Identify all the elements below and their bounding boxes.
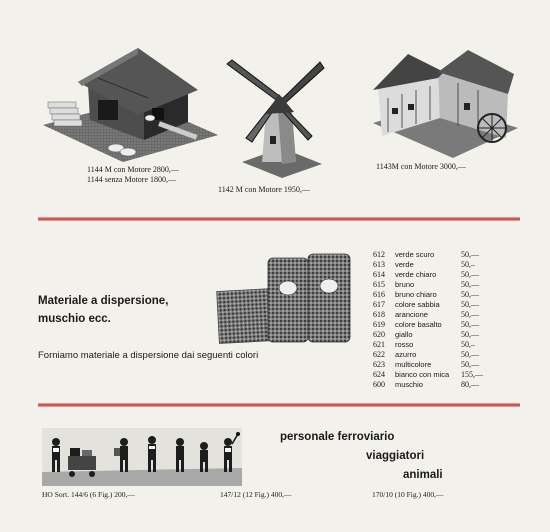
price-list-price: 80,— <box>461 380 479 389</box>
price-list-name: multicolore <box>395 360 432 369</box>
sawmill-caption <box>87 165 179 185</box>
figures-illustration <box>42 428 242 486</box>
figures-caption-1: HO Sort. 144/6 (6 Fig.) 200,— <box>42 490 135 499</box>
price-list-row <box>373 340 513 350</box>
price-list-code: 614 <box>373 270 385 279</box>
price-list-name: muschio <box>395 380 423 389</box>
watermill-illustration <box>368 48 520 160</box>
price-list-code: 620 <box>373 330 385 339</box>
price-list-code: 624 <box>373 370 385 379</box>
materials-description: Forniamo materiale a dispersione dai seguenti colori <box>38 350 259 361</box>
materials-heading-line2: muschio ecc. <box>38 313 111 325</box>
price-list-row <box>373 380 513 390</box>
figures-caption-3: 170/10 (10 Fig.) 400,— <box>372 490 444 499</box>
price-list-row <box>373 370 513 380</box>
price-list-name: azurro <box>395 350 417 359</box>
price-list-code: 618 <box>373 310 385 319</box>
price-list-row <box>373 290 513 300</box>
windmill-illustration <box>222 52 330 180</box>
price-list-row <box>373 310 513 320</box>
price-list-code: 622 <box>373 350 385 359</box>
divider-top <box>38 216 520 222</box>
price-list-code: 616 <box>373 290 385 299</box>
windmill-caption: 1142 M con Motore 1950,— <box>218 185 310 194</box>
price-list-name: rosso <box>395 340 414 349</box>
figures-titles <box>280 428 443 485</box>
price-list-name: bianco con mica <box>395 370 450 379</box>
price-list-name: bruno <box>395 280 415 289</box>
price-list-price: 50,— <box>461 270 479 279</box>
price-list-price: 50,— <box>461 280 479 289</box>
price-list-name: arancione <box>395 310 428 319</box>
price-list-row <box>373 330 513 340</box>
materials-heading <box>38 292 168 328</box>
price-list-name: colore basalto <box>395 320 442 329</box>
price-list-code: 619 <box>373 320 385 329</box>
price-list-row <box>373 260 513 270</box>
price-list-row <box>373 300 513 310</box>
price-list-price: 50,— <box>461 310 479 319</box>
price-list-price: 50,— <box>461 320 479 329</box>
price-list-price: 50,– <box>461 260 475 269</box>
figures-title-staff: personale ferroviario <box>280 431 395 443</box>
divider-bottom <box>38 402 520 408</box>
sawmill-illustration <box>38 40 223 165</box>
price-list-row <box>373 280 513 290</box>
sawmill-price-motor: 1144 M con Motore 2800,— <box>87 165 179 174</box>
price-list-price: 50,— <box>461 300 479 309</box>
price-list-price: 50,— <box>461 250 479 259</box>
price-list-row <box>373 320 513 330</box>
price-list-price: 155,— <box>461 370 483 379</box>
price-list-name: verde chiaro <box>395 270 437 279</box>
price-list-price: 50,— <box>461 330 479 339</box>
price-list-name: giallo <box>395 330 413 339</box>
price-list-code: 623 <box>373 360 385 369</box>
price-list-row <box>373 270 513 280</box>
price-list-code: 612 <box>373 250 385 259</box>
figures-title-travellers: viaggiatori <box>366 450 425 462</box>
price-list-price: 50,– <box>461 340 475 349</box>
price-list-code: 615 <box>373 280 385 289</box>
price-list-name: colore sabbia <box>395 300 440 309</box>
price-list-row <box>373 350 513 360</box>
materials-price-list <box>373 250 513 390</box>
price-list-price: 50,— <box>461 290 479 299</box>
price-list-price: 50,— <box>461 350 479 359</box>
watermill-caption: 1143M con Motore 3000,— <box>376 162 466 171</box>
price-list-row <box>373 360 513 370</box>
materials-heading-line1: Materiale a dispersione, <box>38 295 169 307</box>
price-list-code: 600 <box>373 380 385 389</box>
price-list-code: 617 <box>373 300 385 309</box>
price-list-code: 621 <box>373 340 385 349</box>
price-list-name: verde <box>395 260 414 269</box>
figures-caption-2: 147/12 (12 Fig.) 400,— <box>220 490 292 499</box>
price-list-row <box>373 250 513 260</box>
scatter-material-bags <box>216 252 356 346</box>
price-list-price: 50,— <box>461 360 479 369</box>
sawmill-price-no-motor: 1144 senza Motore 1800,— <box>87 175 177 184</box>
price-list-name: verde scuro <box>395 250 435 259</box>
figures-title-animals: animali <box>403 469 443 481</box>
price-list-name: bruno chiaro <box>395 290 437 299</box>
price-list-code: 613 <box>373 260 385 269</box>
